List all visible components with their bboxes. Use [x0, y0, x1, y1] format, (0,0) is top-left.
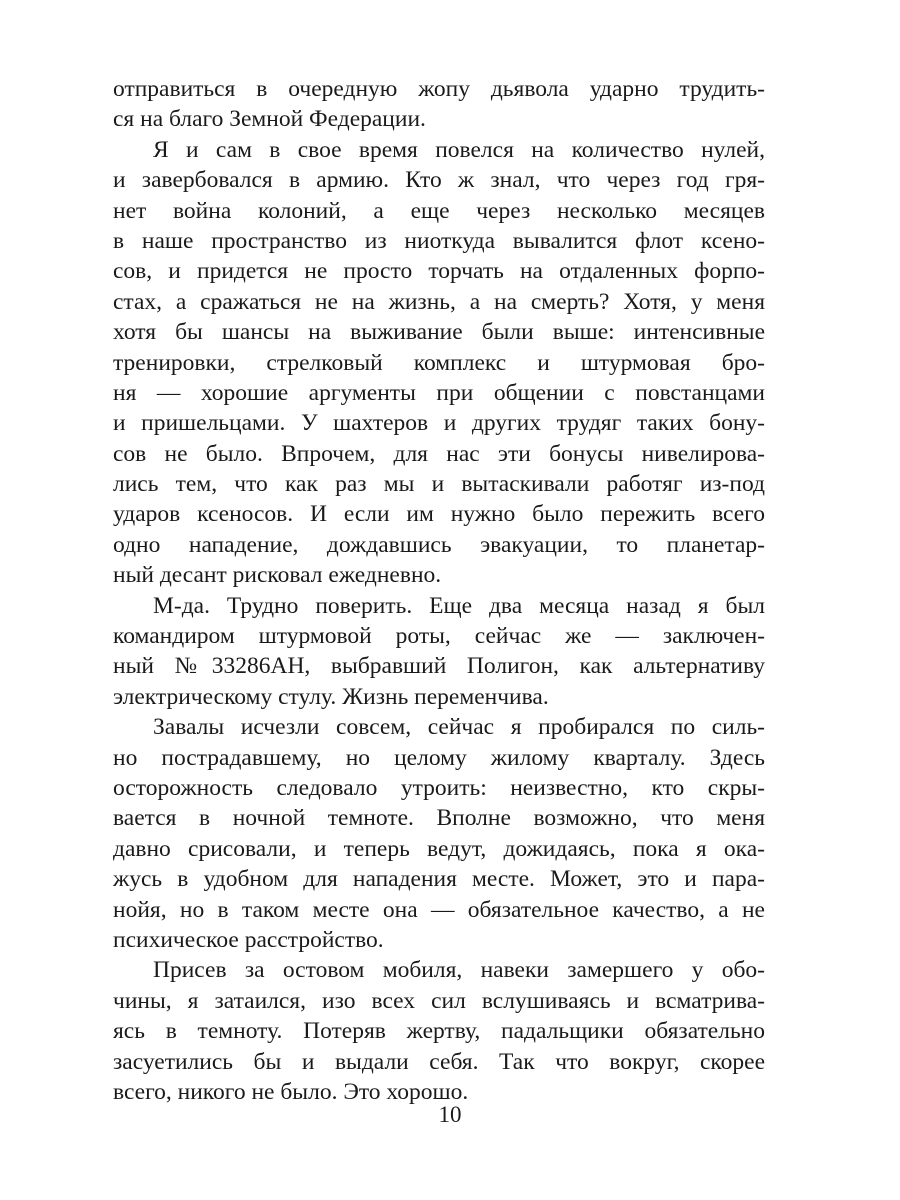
text-line: Я и сам в свое время повелся на количество нулей,: [153, 136, 765, 163]
text-line: хотя бы шансы на выживание были выше: интенсивные: [113, 319, 765, 346]
text-line: в наше пространство из ниоткуда вывалится флот ксено-: [113, 227, 765, 254]
body-text: [113, 74, 765, 1107]
text-line: лись тем, что как раз мы и вытаскивали работяг из-под: [113, 471, 765, 498]
text-line: одно нападение, дождавшись эвакуации, то планетар-: [113, 531, 765, 558]
text-line: Присев за остовом мобиля, навеки замершего у обо-: [153, 957, 765, 984]
text-line: осторожность следовало утроить: неизвестно, кто скры-: [113, 774, 765, 801]
text-line: сов, и придется не просто торчать на отдаленных форпо-: [113, 258, 765, 285]
text-line: ударов ксеносов. И если им нужно было пережить всего: [113, 501, 765, 528]
text-line: и пришельцами. У шахтеров и других трудяг таких бону-: [113, 410, 765, 437]
text-line: нет война колоний, а еще через несколько месяцев: [113, 197, 765, 224]
text-line: всего, никого не было. Это хорошо.: [113, 1078, 469, 1105]
text-line: сов не было. Впрочем, для нас эти бонусы нивелирова-: [113, 440, 765, 467]
text-line: засуетились бы и выдали себя. Так что вокруг, скорее: [113, 1048, 765, 1075]
text-line: психическое расстройство.: [113, 926, 384, 953]
text-line: но пострадавшему, но целому жилому кварталу. Здесь: [113, 744, 765, 771]
text-line: ся на благо Земной Федерации.: [113, 106, 426, 133]
text-line: ня — хорошие аргументы при общении с повстанцами: [113, 379, 765, 406]
text-line: и завербовался в армию. Кто ж знал, что через год гря-: [113, 167, 765, 194]
text-line: М-да. Трудно поверить. Еще два месяца назад я был: [153, 592, 765, 619]
text-line: вается в ночной темноте. Вполне возможно, что меня: [113, 805, 765, 832]
text-line: Завалы исчезли совсем, сейчас я пробирался по силь-: [153, 714, 765, 741]
text-line: отправиться в очередную жопу дьявола ударно трудить-: [113, 76, 765, 102]
text-line: электрическому стулу. Жизнь переменчива.: [113, 683, 549, 710]
text-line: ный десант рисковал ежедневно.: [113, 562, 442, 589]
text-line: ный №33286АН, выбравший Полигон, как альтернативу: [113, 653, 765, 680]
text-line: командиром штурмовой роты, сейчас же — заключен-: [113, 623, 765, 650]
text-line: жусь в удобном для нападения месте. Может, это и пара-: [113, 866, 765, 893]
text-line: ясь в темноту. Потеряв жертву, падальщики обязательно: [113, 1018, 765, 1045]
page-number: 10: [438, 1102, 462, 1127]
text-line: чины, я затаился, изо всех сил вслушиваясь и всматрива-: [113, 987, 765, 1014]
text-line: давно срисовали, и теперь ведут, дожидаясь, пока я ока-: [113, 835, 765, 862]
text-line: нойя, но в таком месте она — обязательное качество, а не: [113, 896, 765, 923]
text-line: тренировки, стрелковый комплекс и штурмовая бро-: [113, 349, 765, 376]
text-line: стах, а сражаться не на жизнь, а на смерть? Хотя, у меня: [113, 288, 765, 315]
